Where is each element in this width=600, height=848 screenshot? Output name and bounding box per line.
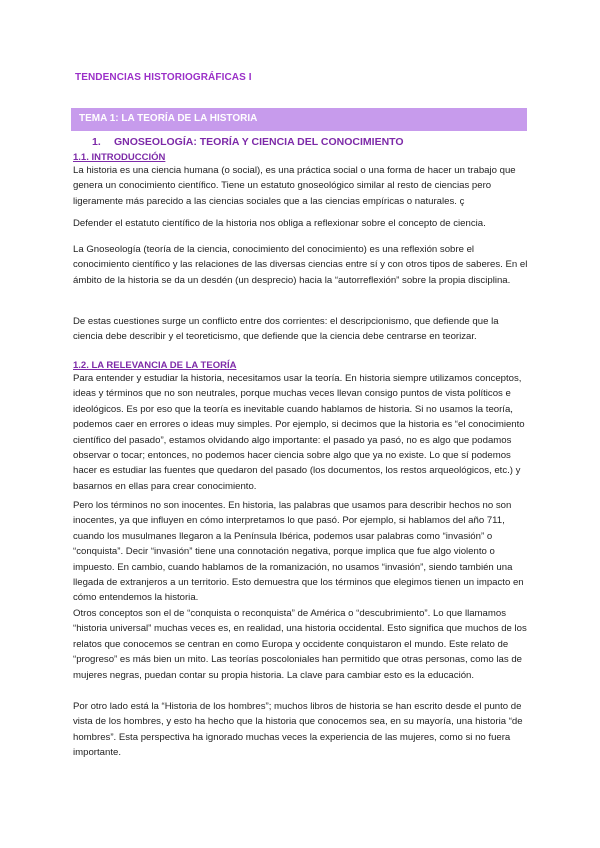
paragraph: La historia es una ciencia humana (o social), es una práctica social o una forma de hacer un trabajo que genera un conocimiento científico. Tiene un estatuto gnoseológico similar al resto de ciencias pero ligeramente más parecido a las ciencias sociales que a las ciencias empíricas o naturales. ç: [73, 165, 516, 207]
subheading-introduccion: 1.1. INTRODUCCIÓN: [73, 152, 166, 163]
paragraph: De estas cuestiones surge un conflicto entre dos corrientes: el descripcionismo, que defiende que la ciencia debe describir y el teoreticismo, que defiende que la ciencia debe centrarse en teorizar.: [73, 316, 499, 343]
section-number: 1.: [92, 136, 101, 148]
section-heading: [92, 136, 404, 148]
subheading-relevancia: 1.2. LA RELEVANCIA DE LA TEORÍA: [73, 360, 237, 371]
section-title: GNOSEOLOGÍA: TEORÍA Y CIENCIA DEL CONOCIMIENTO: [114, 136, 404, 148]
paragraph: Para entender y estudiar la historia, necesitamos usar la teoría. En historia siempre utilizamos conceptos, ideas y términos que no son neutrales, porque muchas veces llevan consigo puntos de vista políticos e ideológicos. Es por eso que la teoría es inevitable cuando hablamos de historia. Si no usamos la teoría, podemos caer en errores o ideas muy simples. Por ejemplo, si decimos que la historia es “el conocimiento científico del pasado”, estamos olvidando algo importante: el pasado ya pasó, no es algo que podamos observar o tocar; entonces, no podemos hacer ciencia sobre algo que ya no existe. Lo que sí podemos hacer es estudiar las fuentes que quedaron del pasado (los documentos, los restos arqueológicos, etc.) y basarnos en ellas para crear conocimiento.: [73, 373, 525, 492]
paragraph: Por otro lado está la “Historia de los hombres”; muchos libros de historia se han escrito desde el punto de vista de los hombres, y esto ha hecho que la historia que conocemos sea, en su mayoría, una historia “de hombres”. Esta perspectiva ha ignorado muchas veces la experiencia de las mujeres, como si no fuera importante.: [73, 701, 523, 759]
tema-banner: [71, 108, 527, 131]
paragraph: Pero los términos no son inocentes. En historia, las palabras que usamos para describir hechos no son inocentes, ya que influyen en cómo interpretamos lo que pasó. Por ejemplo, si hablamos del año 711, cuando los musulmanes llegaron a la Península Ibérica, podemos usar palabras como “invasión” o “conquista”. Decir “invasión” tiene una connotación negativa, porque implica que fue algo violento o impuesto. En cambio, cuando hablamos de la romanización, no usamos “invasión”, siendo también una llegada de extranjeros a un territorio. Esto demuestra que los términos que elegimos tienen un impacto en cómo entendemos la historia.: [73, 500, 524, 604]
tema-title: TEMA 1: LA TEORÍA DE LA HISTORIA: [79, 113, 258, 124]
paragraph: Defender el estatuto científico de la historia nos obliga a reflexionar sobre el concepto de ciencia.: [73, 218, 486, 229]
document-title: TENDENCIAS HISTORIOGRÁFICAS I: [75, 72, 252, 83]
paragraph: La Gnoseología (teoría de la ciencia, conocimiento del conocimiento) es una reflexión sobre el conocimiento científico y las relaciones de las diversas ciencias entre sí y con otros tipos de saberes. En el ámbito de la historia se da un desdén (un desprecio) hacia la “autorreflexión” sobre la propia disciplina.: [73, 244, 528, 286]
paragraph: Otros conceptos son el de “conquista o reconquista” de América o “descubrimiento”. Lo que llamamos “historia universal” muchas veces es, en realidad, una historia occidental. Esto significa que muchos de los relatos que conocemos se centran en como Europa y occidente conquistaron el mundo. Este relato de “progreso” es más bien un mito. Las teorías poscoloniales han permitido que otras personas, como las de mujeres negras, puedan contar su propia historia. La clave para cambiar esto es la educación.: [73, 608, 527, 681]
